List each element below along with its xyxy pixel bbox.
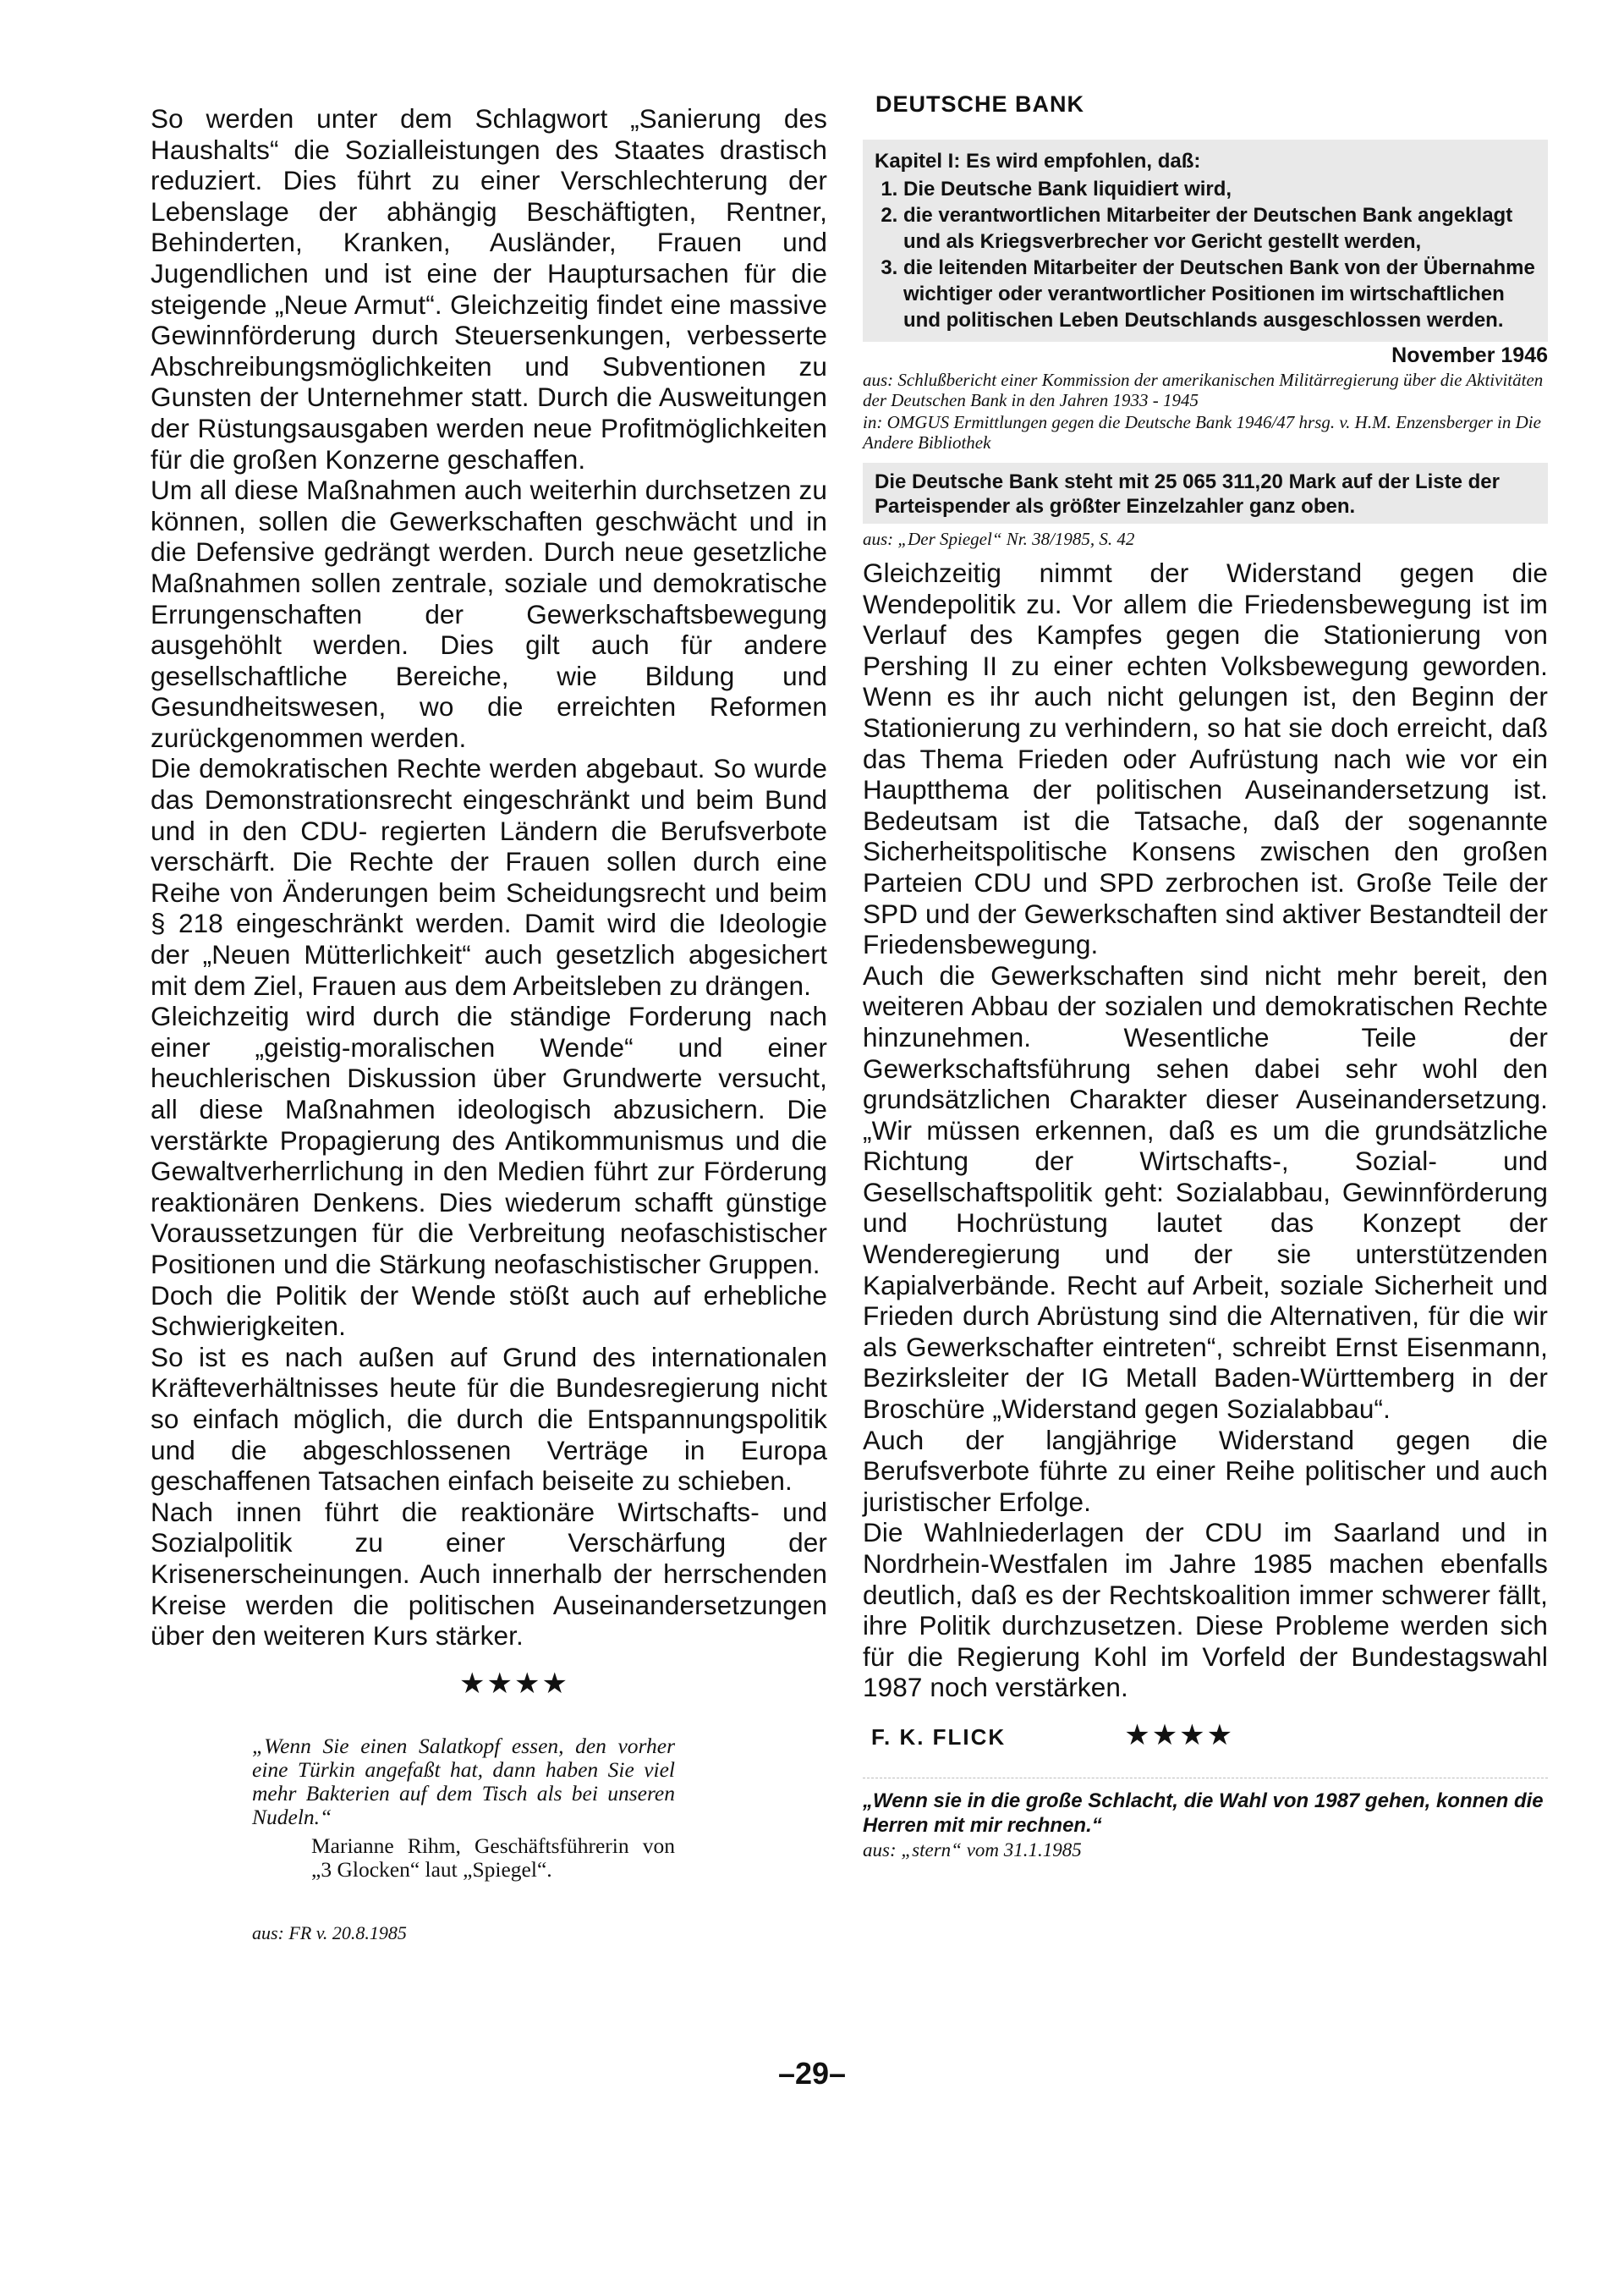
- left-paragraph-5: Doch die Politik der Wende stößt auch auf erhebliche Schwierigkeiten.: [151, 1279, 827, 1342]
- left-quote-attribution: Marianne Rihm, Geschäftsführerin von „3 Glocken“ laut „Spiegel“.: [311, 1833, 675, 1882]
- box-chapter: Kapitel I: Es wird empfohlen, daß:: [875, 150, 1201, 173]
- left-paragraph-1: So werden unter dem Schlagwort „Sanierung des Haushalts“ die Sozialleistungen des Staates drastisch reduziert. Dies führt zu einer Verschlechterung der Lebenslage der abhängig Beschäftigten, Rentner, Behinderten, Kranken, Ausländer, Frauen und Jugendlichen und ist eine der Hauptursachen für die steigende „Neue Armut“. Gleichzeitig findet eine massive Gewinnförderung durch Steuersenkungen, verbesserte Abschreibungsmöglichkeiten und Subventionen zu Gunsten der Unternehmer statt. Durch die Ausweitungen der Rüstungsausgaben werden neue Profitmöglichkeiten für die großen Konzerne geschaffen.: [151, 103, 827, 475]
- left-paragraph-6: So ist es nach außen auf Grund des internationalen Kräfteverhältnisses heute für die Bundesregierung nicht so einfach möglich, die durch die Entspannungspolitik und die abgeschlossenen Verträge in Europa geschaffenen Tatsachen einfach beiseite zu schieben.: [151, 1341, 827, 1497]
- recommendation-item: 3. die leitenden Mitarbeiter der Deutschen Bank von der Übernahme wichtiger oder verantwortlicher Positionen im wirtschaftlichen und politischen Leben Deutschlands ausgeschlossen werden.: [903, 255, 1536, 333]
- party-donation-source: aus: „Der Spiegel“ Nr. 38/1985, S. 42: [863, 529, 1135, 549]
- right-body-text: [863, 558, 1548, 1703]
- deutsche-bank-recommendation-box: [863, 140, 1548, 342]
- left-paragraph-7: Nach innen führt die reaktionäre Wirtschafts- und Sozialpolitik zu einer Verschärfung der Krisenerscheinungen. Auch innerhalb der herrschenden Kreise werden die politischen Auseinandersetzungen über den weiteren Kurs stärker.: [151, 1496, 827, 1652]
- left-column: [151, 103, 827, 1944]
- right-stars: ★★★★: [1124, 1718, 1235, 1751]
- box-source-2: in: OMGUS Ermittlungen gegen die Deutsche Bank 1946/47 hrsg. v. H.M. Enzensberger in Die Andere Bibliothek: [863, 412, 1541, 453]
- page-number: –29–: [777, 2056, 847, 2091]
- box-date: November 1946: [1391, 344, 1548, 367]
- left-quote: „Wenn Sie einen Salatkopf essen, den vorher eine Türkin angefaßt hat, dann haben Sie viel mehr Bakterien auf dem Tisch als bei unseren Nudeln.“: [252, 1733, 675, 1829]
- flick-quote: „Wenn sie in die große Schlacht, die Wahl von 1987 gehen, konnen die Herren mit mir rechnen.“: [863, 1778, 1548, 1838]
- flick-quote-source: aus: „stern“ vom 31.1.1985: [863, 1839, 1082, 1861]
- left-body-text: [151, 103, 827, 1652]
- signature: F. K. FLICK: [871, 1723, 1007, 1750]
- party-donation-box: Die Deutsche Bank steht mit 25 065 311,20 Mark auf der Liste der Parteispender als größter Einzelzahler ganz oben.: [863, 463, 1548, 524]
- left-stars: ★★★★: [459, 1667, 569, 1700]
- recommendation-list: [875, 176, 1536, 333]
- right-paragraph-3: Auch der langjährige Widerstand gegen die Berufsverbote führte zu einer Reihe politischer und auch juristischer Erfolge.: [863, 1424, 1548, 1517]
- signature-line: [863, 1718, 1548, 1752]
- recommendation-item: 1. Die Deutsche Bank liquidiert wird,: [903, 176, 1536, 202]
- right-paragraph-4: Die Wahlniederlagen der CDU im Saarland und in Nordrhein-Westfalen im Jahre 1985 machen ebenfalls deutlich, daß es der Rechtskoalition immer schwerer fällt, ihre Politik durchzusetzen. Diese Probleme werden sich für die Regierung Kohl im Vorfeld der Bundestagswahl 1987 noch verstärken.: [863, 1517, 1548, 1703]
- box-source-1: aus: Schlußbericht einer Kommission der amerikanischen Militärregierung über die Aktivitäten der Deutschen Bank in den Jahren 1933 - 1945: [863, 370, 1544, 410]
- right-paragraph-1: Gleichzeitig nimmt der Widerstand gegen die Wendepolitik zu. Vor allem die Friedensbewegung ist im Verlauf des Kampfes gegen die Stationierung von Pershing II zu einer echten Volksbewegung geworden. Wenn es ihr auch nicht gelungen ist, den Beginn der Stationierung zu verhindern, so hat sie doch erreicht, daß das Thema Frieden oder Aufrüstung nach wie vor ein Hauptthema der politischen Auseinandersetzung ist. Bedeutsam ist die Tatsache, daß der sogenannte Sicherheitspolitische Konsens zwischen den großen Parteien CDU und SPD zerbrochen ist. Große Teile der SPD und der Gewerkschaften sind aktiver Bestandteil der Friedensbewegung.: [863, 558, 1548, 960]
- left-paragraph-4: Gleichzeitig wird durch die ständige Forderung nach einer „geistig-moralischen Wende“ und einer heuchlerischen Diskussion über Grundwerte versucht, all diese Maßnahmen ideologisch abzusichern. Die verstärkte Propagierung des Antikommunismus und die Gewaltverherrlichung in den Medien führt zur Förderung reaktionären Denkens. Dies wiederum schafft günstige Voraussetzungen für die Verbreitung neofaschistischer Positionen und die Stärkung neofaschistischer Gruppen.: [151, 1001, 827, 1279]
- right-column: [863, 91, 1548, 1861]
- left-source: aus: FR v. 20.8.1985: [252, 1921, 407, 1943]
- left-paragraph-3: Die demokratischen Rechte werden abgebaut. So wurde das Demonstrationsrecht eingeschränkt und beim Bund und in den CDU- regierten Ländern die Berufsverbote verschärft. Die Rechte der Frauen sollen durch eine Reihe von Änderungen beim Scheidungsrecht und beim § 218 eingeschränkt werden. Damit wird die Ideologie der „Neuen Mütterlichkeit“ auch gesetzlich abgesichert mit dem Ziel, Frauen aus dem Arbeitsleben zu drängen.: [151, 753, 827, 1001]
- recommendation-item: 2. die verantwortlichen Mitarbeiter der Deutschen Bank angeklagt und als Kriegsverbrecher vor Gericht gestellt werden,: [903, 202, 1536, 255]
- section-heading: DEUTSCHE BANK: [875, 91, 1085, 117]
- right-paragraph-2: Auch die Gewerkschaften sind nicht mehr bereit, den weiteren Abbau der sozialen und demokratischen Rechte hinzunehmen. Wesentliche Teile der Gewerkschaftsführung sehen dabei sehr wohl den grundsätzlichen Charakter dieser Auseinandersetzung. „Wir müssen erkennen, daß es um die grundsätzliche Richtung der Wirtschafts-, Sozial- und Gesellschaftspolitik geht: Sozialabbau, Gewinnförderung und Hochrüstung lautet das Konzept der Wenderegierung und der sie unterstützenden Kapialverbände. Recht auf Arbeit, soziale Sicherheit und Frieden durch Abrüstung sind die Alternativen, für die wir als Gewerkschafter eintreten“, schreibt Ernst Eisenmann, Bezirksleiter der IG Metall Baden-Württemberg in der Broschüre „Widerstand gegen Sozialabbau“.: [863, 959, 1548, 1425]
- left-quote-block: [252, 1734, 675, 1944]
- left-paragraph-2: Um all diese Maßnahmen auch weiterhin durchsetzen zu können, sollen die Gewerkschaften geschwächt und in die Defensive gedrängt werden. Durch neue gesetzliche Maßnahmen sollen zentrale, soziale und demokratische Errungenschaften der Gewerkschaftsbewegung ausgehöhlt werden. Dies gilt auch für andere gesellschaftliche Bereiche, wie Bildung und Gesundheitswesen, wo die erreichten Reformen zurückgenommen werden.: [151, 475, 827, 753]
